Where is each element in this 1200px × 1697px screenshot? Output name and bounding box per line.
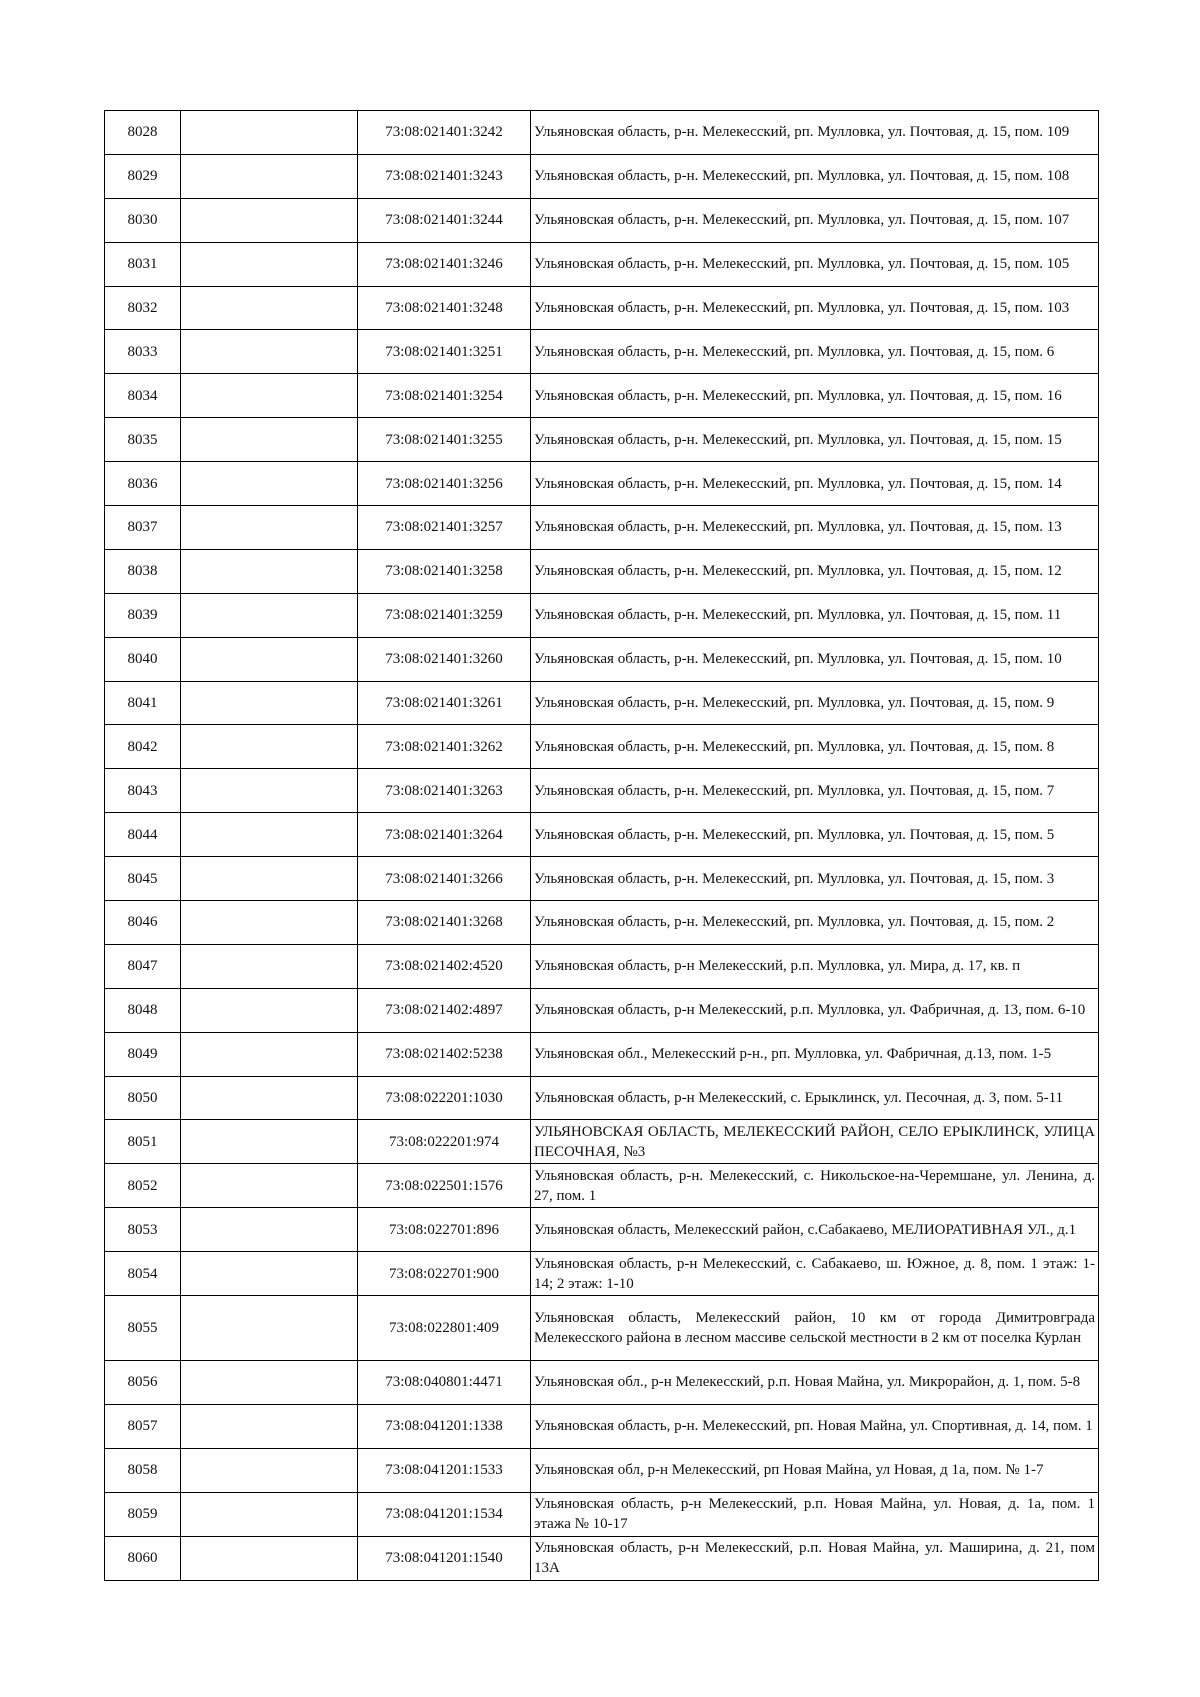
- empty-cell: [181, 1208, 358, 1252]
- row-number-cell: 8058: [105, 1448, 181, 1492]
- cadastral-number-cell: 73:08:021401:3242: [358, 111, 531, 155]
- cadastral-number-cell: 73:08:021401:3244: [358, 198, 531, 242]
- table-row: [105, 1404, 1099, 1448]
- row-number-cell: 8047: [105, 944, 181, 988]
- table-row: [105, 1032, 1099, 1076]
- table-row: [105, 901, 1099, 945]
- table-row: [105, 944, 1099, 988]
- table-row: [105, 242, 1099, 286]
- cadastral-number-cell: 73:08:021401:3263: [358, 769, 531, 813]
- address-cell: Ульяновская область, р-н. Мелекесский, рп. Мулловка, ул. Почтовая, д. 15, пом. 5: [531, 813, 1099, 857]
- row-number-cell: 8043: [105, 769, 181, 813]
- empty-cell: [181, 593, 358, 637]
- table-row: [105, 813, 1099, 857]
- empty-cell: [181, 111, 358, 155]
- cadastral-number-cell: 73:08:021401:3261: [358, 681, 531, 725]
- address-cell: Ульяновская обл, р-н Мелекесский, рп Новая Майна, ул Новая, д 1а, пом. № 1-7: [531, 1448, 1099, 1492]
- row-number-cell: 8038: [105, 549, 181, 593]
- row-number-cell: 8029: [105, 154, 181, 198]
- empty-cell: [181, 769, 358, 813]
- address-cell: Ульяновская область, р-н. Мелекесский, рп. Мулловка, ул. Почтовая, д. 15, пом. 107: [531, 198, 1099, 242]
- row-number-cell: 8041: [105, 681, 181, 725]
- cadastral-number-cell: 73:08:021401:3255: [358, 418, 531, 462]
- empty-cell: [181, 506, 358, 550]
- row-number-cell: 8060: [105, 1536, 181, 1580]
- address-cell: УЛЬЯНОВСКАЯ ОБЛАСТЬ, МЕЛЕКЕССКИЙ РАЙОН, СЕЛО ЕРЫКЛИНСК, УЛИЦА ПЕСОЧНАЯ, №3: [531, 1120, 1099, 1164]
- row-number-cell: 8051: [105, 1120, 181, 1164]
- row-number-cell: 8046: [105, 901, 181, 945]
- empty-cell: [181, 198, 358, 242]
- empty-cell: [181, 988, 358, 1032]
- row-number-cell: 8049: [105, 1032, 181, 1076]
- empty-cell: [181, 813, 358, 857]
- address-cell: Ульяновская область, р-н. Мелекесский, с. Никольское-на-Черемшане, ул. Ленина, д. 27, пом. 1: [531, 1164, 1099, 1208]
- empty-cell: [181, 1252, 358, 1296]
- empty-cell: [181, 1076, 358, 1120]
- row-number-cell: 8057: [105, 1404, 181, 1448]
- row-number-cell: 8042: [105, 725, 181, 769]
- table-row: [105, 769, 1099, 813]
- table-row: [105, 198, 1099, 242]
- empty-cell: [181, 374, 358, 418]
- row-number-cell: 8036: [105, 462, 181, 506]
- cadastral-number-cell: 73:08:021401:3256: [358, 462, 531, 506]
- cadastral-number-cell: 73:08:021401:3268: [358, 901, 531, 945]
- table-row: [105, 1448, 1099, 1492]
- address-cell: Ульяновская область, р-н. Мелекесский, рп. Мулловка, ул. Почтовая, д. 15, пом. 8: [531, 725, 1099, 769]
- cadastral-number-cell: 73:08:021402:4897: [358, 988, 531, 1032]
- table-row: [105, 857, 1099, 901]
- address-cell: Ульяновская область, р-н. Мелекесский, рп. Мулловка, ул. Почтовая, д. 15, пом. 16: [531, 374, 1099, 418]
- cadastral-number-cell: 73:08:022201:1030: [358, 1076, 531, 1120]
- empty-cell: [181, 637, 358, 681]
- table-row: [105, 286, 1099, 330]
- empty-cell: [181, 462, 358, 506]
- address-cell: Ульяновская область, р-н. Мелекесский, рп. Мулловка, ул. Почтовая, д. 15, пом. 9: [531, 681, 1099, 725]
- row-number-cell: 8034: [105, 374, 181, 418]
- row-number-cell: 8044: [105, 813, 181, 857]
- address-cell: Ульяновская область, р-н Мелекесский, р.п. Мулловка, ул. Фабричная, д. 13, пом. 6-10: [531, 988, 1099, 1032]
- table-row: [105, 374, 1099, 418]
- cadastral-number-cell: 73:08:041201:1533: [358, 1448, 531, 1492]
- table-row: [105, 593, 1099, 637]
- address-cell: Ульяновская область, р-н. Мелекесский, рп. Мулловка, ул. Почтовая, д. 15, пом. 109: [531, 111, 1099, 155]
- cadastral-number-cell: 73:08:021401:3257: [358, 506, 531, 550]
- address-cell: Ульяновская область, р-н. Мелекесский, рп. Мулловка, ул. Почтовая, д. 15, пом. 6: [531, 330, 1099, 374]
- cadastral-number-cell: 73:08:021401:3246: [358, 242, 531, 286]
- cadastral-number-cell: 73:08:041201:1534: [358, 1492, 531, 1536]
- address-cell: Ульяновская область, р-н Мелекесский, р.п. Мулловка, ул. Мира, д. 17, кв. п: [531, 944, 1099, 988]
- address-cell: Ульяновская область, р-н. Мелекесский, рп. Мулловка, ул. Почтовая, д. 15, пом. 14: [531, 462, 1099, 506]
- table-row: [105, 1296, 1099, 1361]
- row-number-cell: 8053: [105, 1208, 181, 1252]
- table-row: [105, 1536, 1099, 1580]
- address-cell: Ульяновская область, р-н. Мелекесский, рп. Мулловка, ул. Почтовая, д. 15, пом. 15: [531, 418, 1099, 462]
- table-row: [105, 154, 1099, 198]
- cadastral-number-cell: 73:08:041201:1338: [358, 1404, 531, 1448]
- address-cell: Ульяновская область, р-н. Мелекесский, рп. Новая Майна, ул. Спортивная, д. 14, пом. 1: [531, 1404, 1099, 1448]
- address-cell: Ульяновская обл., Мелекесский р-н., рп. Мулловка, ул. Фабричная, д.13, пом. 1-5: [531, 1032, 1099, 1076]
- empty-cell: [181, 681, 358, 725]
- cadastral-number-cell: 73:08:022501:1576: [358, 1164, 531, 1208]
- cadastral-number-cell: 73:08:021401:3259: [358, 593, 531, 637]
- registry-table: [104, 110, 1099, 1581]
- cadastral-number-cell: 73:08:021401:3254: [358, 374, 531, 418]
- table-row: [105, 1164, 1099, 1208]
- registry-table-body: [105, 111, 1099, 1581]
- address-cell: Ульяновская область, р-н. Мелекесский, рп. Мулловка, ул. Почтовая, д. 15, пом. 103: [531, 286, 1099, 330]
- cadastral-number-cell: 73:08:022801:409: [358, 1296, 531, 1361]
- address-cell: Ульяновская область, р-н. Мелекесский, рп. Мулловка, ул. Почтовая, д. 15, пом. 7: [531, 769, 1099, 813]
- address-cell: Ульяновская область, р-н. Мелекесский, рп. Мулловка, ул. Почтовая, д. 15, пом. 2: [531, 901, 1099, 945]
- address-cell: Ульяновская область, р-н. Мелекесский, рп. Мулловка, ул. Почтовая, д. 15, пом. 12: [531, 549, 1099, 593]
- row-number-cell: 8045: [105, 857, 181, 901]
- cadastral-number-cell: 73:08:021401:3251: [358, 330, 531, 374]
- cadastral-number-cell: 73:08:041201:1540: [358, 1536, 531, 1580]
- address-cell: Ульяновская обл., р-н Мелекесский, р.п. Новая Майна, ул. Микрорайон, д. 1, пом. 5-8: [531, 1361, 1099, 1405]
- row-number-cell: 8054: [105, 1252, 181, 1296]
- row-number-cell: 8031: [105, 242, 181, 286]
- address-cell: Ульяновская область, р-н Мелекесский, р.п. Новая Майна, ул. Новая, д. 1а, пом. 1 этажа № 10-17: [531, 1492, 1099, 1536]
- empty-cell: [181, 725, 358, 769]
- empty-cell: [181, 1120, 358, 1164]
- table-row: [105, 418, 1099, 462]
- cadastral-number-cell: 73:08:021401:3260: [358, 637, 531, 681]
- row-number-cell: 8048: [105, 988, 181, 1032]
- empty-cell: [181, 1536, 358, 1580]
- address-cell: Ульяновская область, р-н Мелекесский, с. Сабакаево, ш. Южное, д. 8, пом. 1 этаж: 1-14; 2 этаж: 1-10: [531, 1252, 1099, 1296]
- empty-cell: [181, 1296, 358, 1361]
- row-number-cell: 8039: [105, 593, 181, 637]
- address-cell: Ульяновская область, Мелекесский район, с.Сабакаево, МЕЛИОРАТИВНАЯ УЛ., д.1: [531, 1208, 1099, 1252]
- empty-cell: [181, 418, 358, 462]
- empty-cell: [181, 242, 358, 286]
- table-row: [105, 1361, 1099, 1405]
- row-number-cell: 8037: [105, 506, 181, 550]
- empty-cell: [181, 1361, 358, 1405]
- table-row: [105, 549, 1099, 593]
- table-row: [105, 681, 1099, 725]
- empty-cell: [181, 1448, 358, 1492]
- table-row: [105, 462, 1099, 506]
- row-number-cell: 8059: [105, 1492, 181, 1536]
- row-number-cell: 8035: [105, 418, 181, 462]
- table-row: [105, 1076, 1099, 1120]
- cadastral-number-cell: 73:08:021402:4520: [358, 944, 531, 988]
- table-row: [105, 330, 1099, 374]
- empty-cell: [181, 901, 358, 945]
- address-cell: Ульяновская область, р-н. Мелекесский, рп. Мулловка, ул. Почтовая, д. 15, пом. 105: [531, 242, 1099, 286]
- empty-cell: [181, 1492, 358, 1536]
- address-cell: Ульяновская область, р-н. Мелекесский, рп. Мулловка, ул. Почтовая, д. 15, пом. 10: [531, 637, 1099, 681]
- cadastral-number-cell: 73:08:021401:3264: [358, 813, 531, 857]
- row-number-cell: 8032: [105, 286, 181, 330]
- row-number-cell: 8040: [105, 637, 181, 681]
- empty-cell: [181, 1164, 358, 1208]
- cadastral-number-cell: 73:08:022201:974: [358, 1120, 531, 1164]
- row-number-cell: 8033: [105, 330, 181, 374]
- table-row: [105, 1252, 1099, 1296]
- address-cell: Ульяновская область, Мелекесский район, 10 км от города Димитровграда Мелекесского района в лесном массиве сельской местности в 2 км от поселка Курлан: [531, 1296, 1099, 1361]
- address-cell: Ульяновская область, р-н Мелекесский, р.п. Новая Майна, ул. Маширина, д. 21, пом 13А: [531, 1536, 1099, 1580]
- row-number-cell: 8052: [105, 1164, 181, 1208]
- cadastral-number-cell: 73:08:021401:3266: [358, 857, 531, 901]
- cadastral-number-cell: 73:08:021401:3248: [358, 286, 531, 330]
- cadastral-number-cell: 73:08:022701:896: [358, 1208, 531, 1252]
- empty-cell: [181, 549, 358, 593]
- table-row: [105, 1208, 1099, 1252]
- cadastral-number-cell: 73:08:022701:900: [358, 1252, 531, 1296]
- table-row: [105, 988, 1099, 1032]
- address-cell: Ульяновская область, р-н. Мелекесский, рп. Мулловка, ул. Почтовая, д. 15, пом. 11: [531, 593, 1099, 637]
- empty-cell: [181, 154, 358, 198]
- table-row: [105, 1492, 1099, 1536]
- row-number-cell: 8055: [105, 1296, 181, 1361]
- row-number-cell: 8056: [105, 1361, 181, 1405]
- address-cell: Ульяновская область, р-н. Мелекесский, рп. Мулловка, ул. Почтовая, д. 15, пом. 13: [531, 506, 1099, 550]
- empty-cell: [181, 1404, 358, 1448]
- cadastral-number-cell: 73:08:040801:4471: [358, 1361, 531, 1405]
- empty-cell: [181, 1032, 358, 1076]
- table-row: [105, 725, 1099, 769]
- row-number-cell: 8028: [105, 111, 181, 155]
- cadastral-number-cell: 73:08:021402:5238: [358, 1032, 531, 1076]
- cadastral-number-cell: 73:08:021401:3262: [358, 725, 531, 769]
- table-row: [105, 506, 1099, 550]
- empty-cell: [181, 286, 358, 330]
- row-number-cell: 8030: [105, 198, 181, 242]
- address-cell: Ульяновская область, р-н Мелекесский, с. Ерыклинск, ул. Песочная, д. 3, пом. 5-11: [531, 1076, 1099, 1120]
- row-number-cell: 8050: [105, 1076, 181, 1120]
- cadastral-number-cell: 73:08:021401:3243: [358, 154, 531, 198]
- address-cell: Ульяновская область, р-н. Мелекесский, рп. Мулловка, ул. Почтовая, д. 15, пом. 108: [531, 154, 1099, 198]
- empty-cell: [181, 857, 358, 901]
- table-row: [105, 637, 1099, 681]
- table-row: [105, 111, 1099, 155]
- empty-cell: [181, 944, 358, 988]
- empty-cell: [181, 330, 358, 374]
- address-cell: Ульяновская область, р-н. Мелекесский, рп. Мулловка, ул. Почтовая, д. 15, пом. 3: [531, 857, 1099, 901]
- cadastral-number-cell: 73:08:021401:3258: [358, 549, 531, 593]
- table-row: [105, 1120, 1099, 1164]
